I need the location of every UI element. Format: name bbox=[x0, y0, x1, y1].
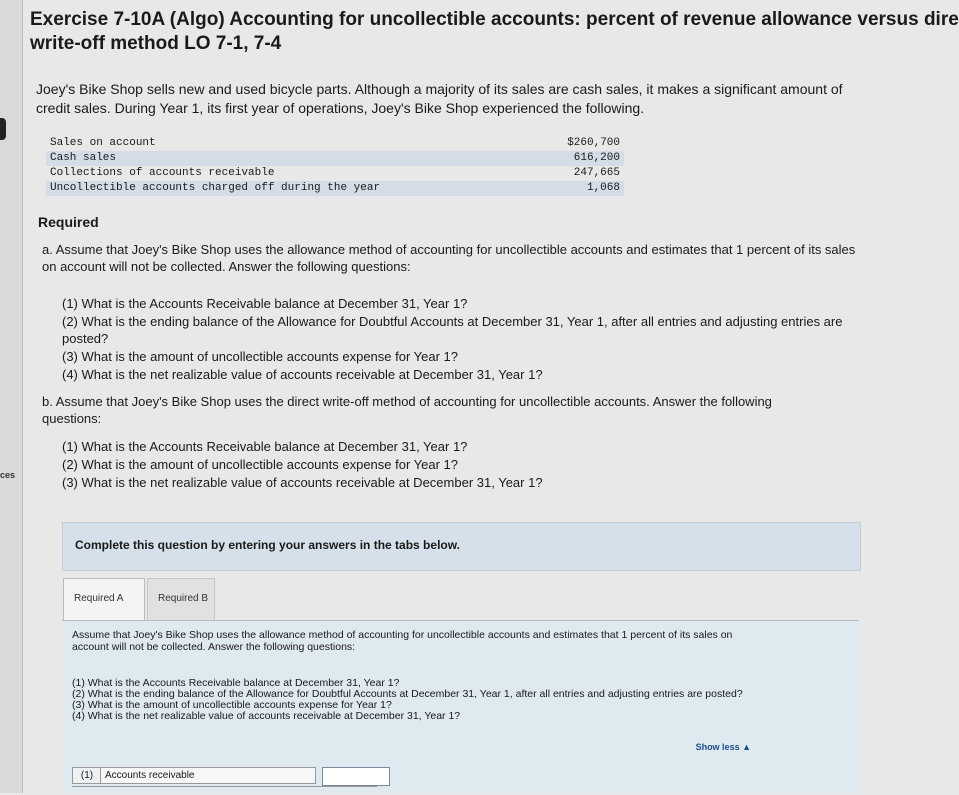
question-item: (4) What is the net realizable value of accounts receivable at December 31, Year 1? bbox=[62, 367, 543, 382]
panel-questions bbox=[72, 678, 772, 722]
instruction-text: Complete this question by entering your answers in the tabs below. bbox=[75, 538, 460, 552]
row-label: Uncollectible accounts charged off during the year bbox=[46, 181, 536, 196]
table-row bbox=[46, 181, 624, 196]
answer-row bbox=[72, 767, 377, 784]
part-b-intro: b. Assume that Joey's Bike Shop uses the direct write-off method of accounting for uncollectible accounts. Answer the following questions: bbox=[42, 394, 772, 426]
rail-cutoff-text: ces bbox=[0, 470, 16, 480]
tab-label: Required A bbox=[74, 593, 124, 604]
accounts-receivable-input[interactable] bbox=[322, 767, 390, 786]
problem-intro: Joey's Bike Shop sells new and used bicycle parts. Although a majority of its sales are cash sales, it makes a significant amount of credit sales. During Year 1, its first year of operations, Joey's Bike Shop experienced the following. bbox=[36, 81, 843, 116]
tab-panel-required-a bbox=[62, 620, 859, 794]
question-item: (3) What is the amount of uncollectible accounts expense for Year 1? bbox=[62, 349, 459, 364]
row-amount: 616,200 bbox=[536, 151, 624, 166]
row-label: Sales on account bbox=[50, 137, 156, 149]
question-item: (2) What is the amount of uncollectible accounts expense for Year 1? bbox=[62, 457, 459, 472]
table-row bbox=[46, 151, 624, 166]
row-label: Cash sales bbox=[46, 151, 536, 166]
row-label: Collections of accounts receivable bbox=[50, 167, 275, 179]
tab-required-a[interactable] bbox=[63, 578, 145, 623]
question-item: (1) What is the Accounts Receivable balance at December 31, Year 1? bbox=[72, 677, 400, 689]
question-item: (4) What is the net realizable value of accounts receivable at December 31, Year 1? bbox=[72, 710, 461, 722]
table-row bbox=[46, 136, 624, 151]
row-amount: 247,665 bbox=[573, 167, 620, 179]
panel-instructions: Assume that Joey's Bike Shop uses the allowance method of accounting for uncollectible accounts and estimates that 1 percent of its sales on account will not be collected. Answer the following questions: bbox=[72, 629, 733, 653]
part-a-intro: a. Assume that Joey's Bike Shop uses the allowance method of accounting for uncollectible accounts and estimates that 1 percent of its sales on account will not be collected. Answer the following questions: bbox=[42, 242, 856, 274]
question-item: (1) What is the Accounts Receivable balance at December 31, Year 1? bbox=[62, 439, 468, 454]
question-item: (2) What is the ending balance of the Allowance for Doubtful Accounts at December 31, Year 1, after all entries and adjusting entries are posted? bbox=[72, 688, 743, 700]
question-item: (2) What is the ending balance of the Allowance for Doubtful Accounts at December 31, Year 1, after all entries and adjusting entries are posted? bbox=[62, 314, 843, 346]
transactions-table bbox=[46, 136, 624, 196]
question-item: (3) What is the net realizable value of accounts receivable at December 31, Year 1? bbox=[62, 475, 543, 490]
answer-number: (1) bbox=[72, 767, 102, 784]
show-less-link[interactable]: Show less ▲ bbox=[695, 742, 751, 752]
answer-label: Accounts receivable bbox=[100, 767, 316, 784]
table-row bbox=[46, 166, 624, 181]
tab-label: Required B bbox=[158, 593, 209, 604]
left-sidebar-rail bbox=[0, 0, 23, 793]
question-item: (3) What is the amount of uncollectible accounts expense for Year 1? bbox=[72, 699, 392, 711]
part-b-questions bbox=[62, 438, 842, 492]
rail-marker[interactable] bbox=[0, 118, 6, 140]
row-amount: $260,700 bbox=[567, 137, 620, 149]
exercise-title-line2: write-off method LO 7-1, 7-4 bbox=[30, 33, 282, 54]
required-heading: Required bbox=[38, 214, 99, 230]
instruction-banner bbox=[62, 522, 861, 571]
row-amount: 1,068 bbox=[536, 181, 624, 196]
answer-row-partial bbox=[72, 786, 377, 795]
question-item: (1) What is the Accounts Receivable balance at December 31, Year 1? bbox=[62, 296, 468, 311]
tab-required-b[interactable] bbox=[147, 578, 215, 624]
exercise-title: Exercise 7-10A (Algo) Accounting for uncollectible accounts: percent of revenue allowance versus dire bbox=[30, 9, 959, 30]
part-a-questions bbox=[62, 295, 859, 384]
